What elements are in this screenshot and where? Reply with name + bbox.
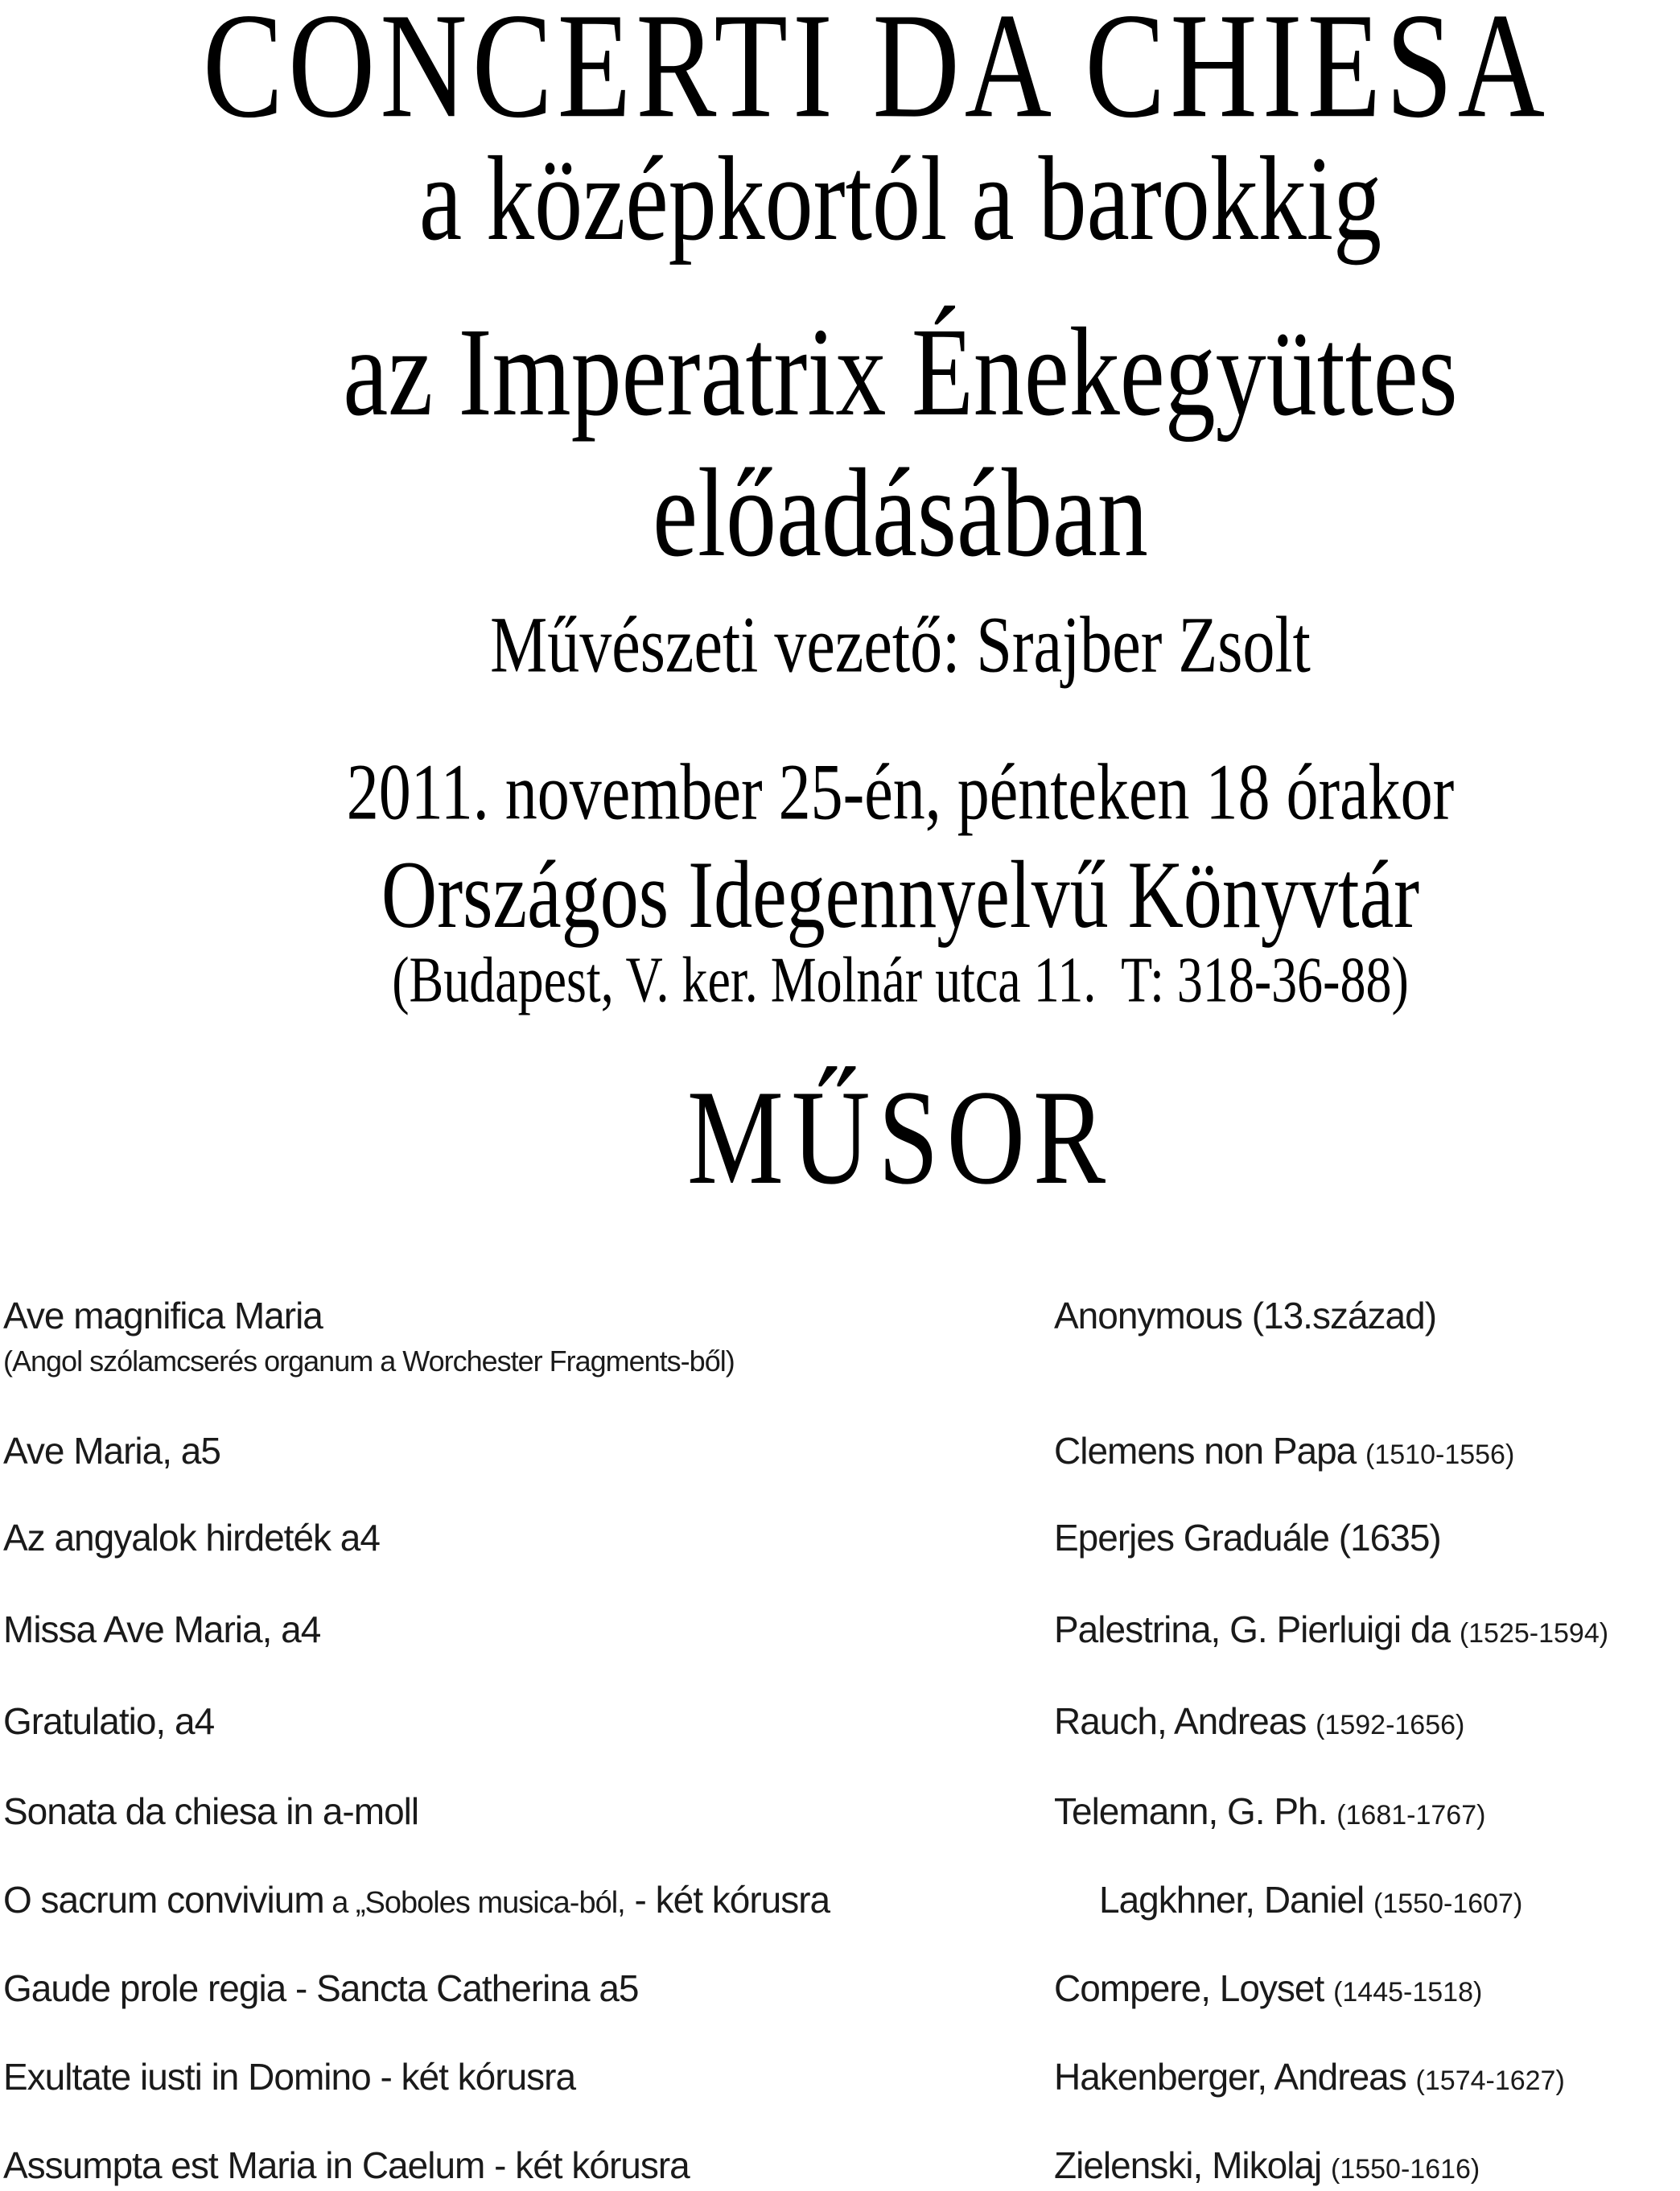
piece-title: Az angyalok hirdeték a4 [3, 1517, 380, 1559]
program-row-note [0, 1347, 1680, 1395]
ensemble-line-1: az Imperatrix Énekegyüttes [343, 303, 1458, 443]
composer-dates: (1592-1656) [1316, 1710, 1465, 1740]
composer-dates: (1445-1518) [1333, 1977, 1483, 2008]
composer-name: Palestrina, G. Pierluigi da [1054, 1608, 1451, 1650]
program-row [0, 1432, 1680, 1481]
composer-dates: (1510-1556) [1365, 1439, 1515, 1470]
composer-name: Rauch, Andreas [1054, 1700, 1307, 1742]
composer [1054, 2144, 1480, 2186]
piece-title-part: - két kórusra [624, 1879, 830, 1921]
venue-address: (Budapest, V. ker. Molnár utca 11. T: 318-36-88) [392, 944, 1409, 1015]
composer-dates: (1550-1616) [1331, 2154, 1480, 2185]
piece-title: Sonata da chiesa in a-moll [3, 1790, 419, 1832]
composer [1054, 1700, 1465, 1742]
piece-subtitle: (Angol szólamcserés organum a Worchester Fragments-ből) [3, 1345, 735, 1378]
composer-name: Clemens non Papa [1054, 1430, 1357, 1472]
program-row [0, 1790, 1680, 1841]
composer-name: Compere, Loyset [1054, 1967, 1324, 2009]
composer [1099, 1879, 1523, 1921]
composer-name: Eperjes Graduále (1635) [1054, 1517, 1441, 1559]
composer-dates: (1550-1607) [1373, 1888, 1523, 1919]
program-row [0, 2144, 1680, 2191]
composer-name: Telemann, G. Ph. [1054, 1790, 1328, 1832]
composer [1054, 1430, 1515, 1472]
event-venue: Országos Idegennyelvű Könyvtár [381, 840, 1420, 949]
composer [1054, 1967, 1483, 2009]
ensemble-line-2: előadásában [653, 443, 1148, 583]
piece-title-part: O sacrum convivium [3, 1879, 324, 1921]
composer-name: Hakenberger, Andreas [1054, 2056, 1406, 2098]
composer-name: Lagkhner, Daniel [1099, 1879, 1365, 1921]
composer-dates: (1681-1767) [1336, 1800, 1486, 1831]
piece-title: Ave Maria, a5 [3, 1430, 220, 1472]
composer [1054, 1297, 1436, 1334]
composer [1054, 1608, 1609, 1650]
composer-dates: (1574-1627) [1415, 2065, 1565, 2096]
program-row [0, 1967, 1680, 2018]
composer [1054, 1790, 1486, 1832]
composer-name: Zielenski, Mikolaj [1054, 2144, 1322, 2186]
piece-title: Missa Ave Maria, a4 [3, 1608, 321, 1650]
piece-title: Assumpta est Maria in Caelum - két kórusra [3, 2144, 690, 2186]
piece-title: Gratulatio, a4 [3, 1700, 215, 1742]
program-row [0, 1881, 1680, 1929]
composer [1054, 2056, 1565, 2098]
piece-title [3, 1879, 830, 1921]
piece-title-part-small: a „Soboles musica-ból, [323, 1886, 625, 1920]
composer-dates: (1525-1594) [1459, 1618, 1609, 1649]
page-title: CONCERTI DA CHIESA [202, 0, 1550, 150]
event-datetime: 2011. november 25-én, pénteken 18 órakor [346, 748, 1455, 837]
program-row [0, 1519, 1680, 1567]
program-row [0, 1297, 1680, 1345]
page-subtitle: a középkortól a barokkig [418, 131, 1382, 266]
composer [1054, 1517, 1441, 1559]
program-row [0, 1700, 1680, 1751]
artistic-director: Művészeti vezető: Srajber Zsolt [490, 601, 1311, 690]
composer-name: Anonymous (13.század) [1054, 1295, 1437, 1336]
program-heading: MŰSOR [686, 1063, 1114, 1213]
piece-title: Gaude prole regia - Sancta Catherina a5 [3, 1967, 639, 2009]
piece-title: Exultate iusti in Domino - két kórusra [3, 2056, 576, 2098]
program-row [0, 2058, 1680, 2107]
program-row [0, 1608, 1680, 1659]
piece-title: Ave magnifica Maria [3, 1295, 323, 1336]
